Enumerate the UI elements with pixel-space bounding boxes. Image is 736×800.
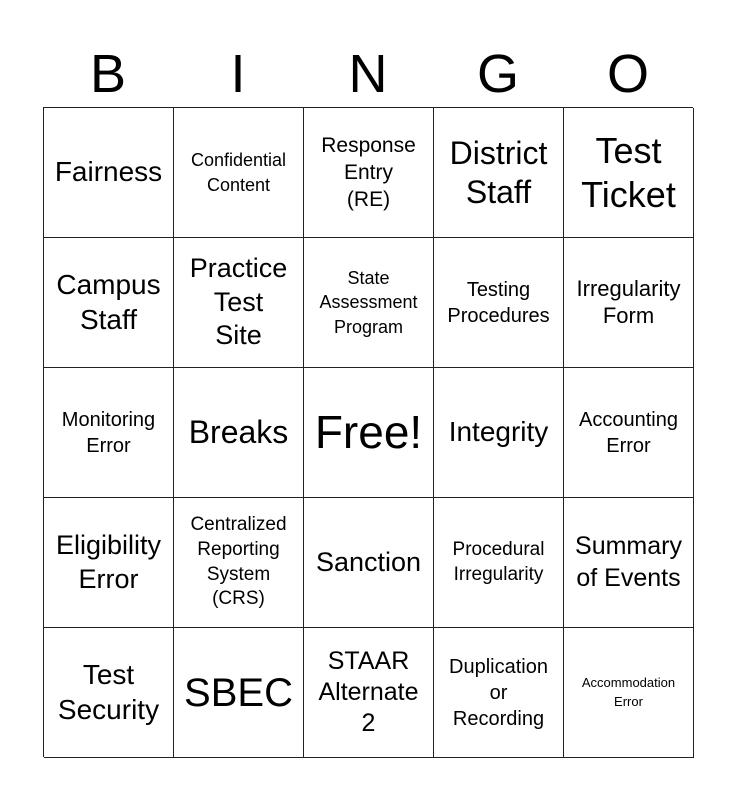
bingo-cell-r4-c1[interactable]: Eligibility Error: [44, 498, 174, 628]
bingo-cell-r2-c2[interactable]: Practice Test Site: [174, 238, 304, 368]
bingo-cell-r1-c1[interactable]: Fairness: [44, 108, 174, 238]
bingo-cell-r3-c5[interactable]: Accounting Error: [564, 368, 694, 498]
bingo-cell-r2-c1[interactable]: Campus Staff: [44, 238, 174, 368]
bingo-cell-r4-c3[interactable]: Sanction: [304, 498, 434, 628]
bingo-cell-r5-c1[interactable]: Test Security: [44, 628, 174, 758]
bingo-cell-r5-c3[interactable]: STAAR Alternate 2: [304, 628, 434, 758]
bingo-cell-r5-c4[interactable]: Duplication or Recording: [434, 628, 564, 758]
bingo-cell-r1-c5[interactable]: Test Ticket: [564, 108, 694, 238]
bingo-cell-r5-c2[interactable]: SBEC: [174, 628, 304, 758]
header-letter-g: G: [476, 44, 519, 104]
bingo-cell-r1-c2[interactable]: Confidential Content: [174, 108, 304, 238]
bingo-header: [43, 40, 693, 108]
bingo-cell-r4-c4[interactable]: Procedural Irregularity: [434, 498, 564, 628]
bingo-cell-r3-c1[interactable]: Monitoring Error: [44, 368, 174, 498]
header-letter-n: N: [348, 44, 388, 104]
bingo-cell-r2-c5[interactable]: Irregularity Form: [564, 238, 694, 368]
header-letter-i: I: [230, 44, 246, 104]
bingo-cell-r4-c2[interactable]: Centralized Reporting System (CRS): [174, 498, 304, 628]
bingo-cell-free[interactable]: Free!: [304, 368, 434, 498]
header-letter-o: O: [606, 44, 649, 104]
bingo-cell-r3-c2[interactable]: Breaks: [174, 368, 304, 498]
bingo-cell-r1-c3[interactable]: Response Entry (RE): [304, 108, 434, 238]
bingo-cell-r2-c4[interactable]: Testing Procedures: [434, 238, 564, 368]
bingo-cell-r4-c5[interactable]: Summary of Events: [564, 498, 694, 628]
bingo-cell-r2-c3[interactable]: State Assessment Program: [304, 238, 434, 368]
bingo-cell-r3-c4[interactable]: Integrity: [434, 368, 564, 498]
header-letter-b: B: [89, 44, 127, 104]
bingo-board: [43, 107, 693, 757]
bingo-cell-r5-c5[interactable]: Accommodation Error: [564, 628, 694, 758]
bingo-cell-r1-c4[interactable]: District Staff: [434, 108, 564, 238]
